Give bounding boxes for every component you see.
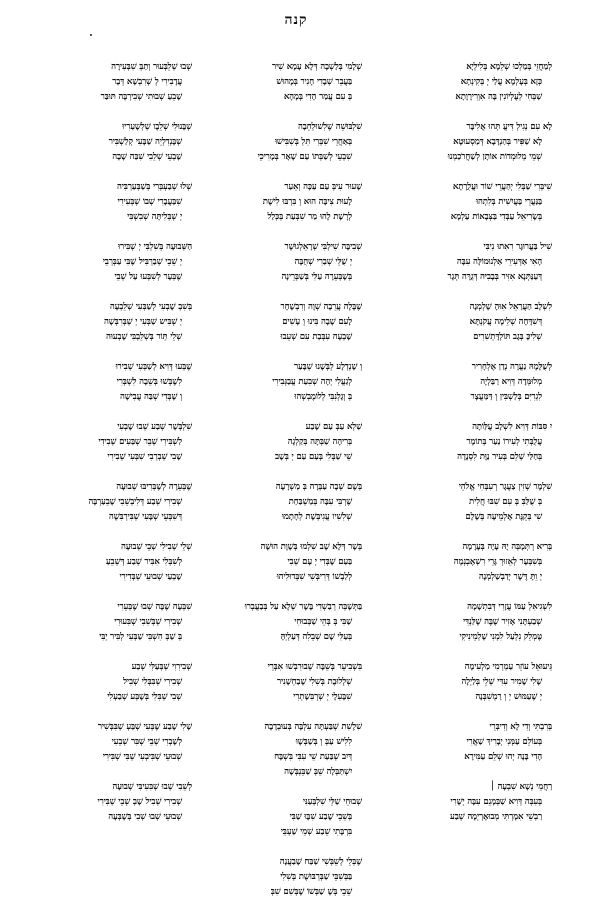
- stanza: [382, 240, 552, 285]
- verse-line: שִׁבְעֵי לְשַׁבְּתוֹ עַם שָׁאָר בְּמָרִיכֵי: [257, 152, 352, 162]
- poem-column-left: [22, 60, 192, 840]
- verse-line: לָעִם שָׁבָה בִּינוּ וְ עָשִׁים: [282, 317, 352, 327]
- verse-line: עֲדָבִירִי לְ שְׁרִבְשָׁא דְּבָר: [112, 77, 182, 87]
- stanza: [22, 360, 192, 405]
- stanza: [202, 660, 362, 705]
- verse-line: בְּשָׂרִיאֵל עַבְּדִי בַּצְּבָאוֹת עַלְמָא: [450, 212, 542, 222]
- stanza: [202, 855, 362, 900]
- verse-line: בַּעַם שָׁבְּדִי יְ עָם שְׁבִי: [287, 557, 352, 567]
- verse-line: לָא שַׁפִּיר בְּהַנְדָּבָא דְּמַסְעוּטָא: [453, 137, 542, 147]
- stanza: [22, 660, 192, 705]
- verse-line: שְׁלֵי תְּוֹר בְּשְׁלֵבְבִּי שָׁבְעוּה: [105, 332, 182, 342]
- verse-line: לְמַחֲזֵי בְּמַלְכוּ שְׁלֵמָא בְּלִילְיָא: [466, 62, 552, 72]
- verse-line: שְׁלוּ שְׁבַעְבְּרִי בְּשַׁבְּעַרְבִּיה: [117, 182, 192, 192]
- verse-line: בַּתְּשָׁבְּה רְבַשְׁדִי בָּשָׁר שְׁלָא עַל בְּבַעֲבְרוּ: [244, 602, 362, 612]
- verse-line: שַׁבְּחִי לְעֶלְיוֹנִין בָּה אִוְרִירָוָתָא: [455, 92, 542, 102]
- verse-line: וְ שָׁנְדְלָע לְבְּשָׁנוּ שְׁבָּעַר: [293, 362, 362, 372]
- verse-line: לִלִישׁ עַבְּ וְ בְּשַׁבְּשָׁוּ: [295, 737, 352, 747]
- verse-line: שְׁבוּחֵי שַׁלֵּי שִׁלְבְּעַנִּי: [302, 797, 362, 807]
- stanza: [22, 720, 192, 765]
- stanza: [382, 300, 552, 345]
- verse-line: רַחֲמֵי נְשָׁא שִׁבְעָה ׀: [490, 782, 552, 792]
- verse-line: שָׁבְעַי שְׁבוּעֵי שְׁבְּדִירִי: [119, 572, 182, 582]
- stanza: [202, 720, 362, 780]
- poem-column-right: [382, 60, 552, 840]
- stanza: [202, 180, 362, 225]
- verse-line: לְרָשָׁת לָהוּ מַר שִׁבְּעַת בְּכְּלַל: [267, 212, 352, 222]
- verse-line: שְׁבוּעֵי שְׁבוּ שְׁבִי בְּשָׁבְּעָה: [108, 812, 182, 822]
- verse-line: בְּשָׁר דְּלָא שָׁב שִׁלְמוּ בְּשָׁוֶת הוּשָׁה: [260, 542, 362, 552]
- verse-line: שְׁבוּעֵי שְׁבִּיבְעִי שְׁבִּי שְׁבִּירִי: [102, 752, 182, 762]
- stanza: [22, 420, 192, 465]
- verse-line: כְּזָא בְּעָלְמָא עֲלַי יְ בְּקִינְתָא: [460, 77, 542, 87]
- stanza: [382, 180, 552, 225]
- verse-line: יְ שְׁבְּלִיתָּה שְׁבִשְׁבִּי: [127, 212, 182, 222]
- scan-speck: [90, 34, 92, 36]
- stanza: [382, 480, 552, 525]
- verse-line: שְׁלֵי שְׁבִילִי שְׁבֵי שְׁבוּעָה: [121, 542, 192, 552]
- verse-line: בְּאַחֲרֵי שִׁבְּרִי תִּלְ בְּשִׁבִּישׁוּ: [274, 137, 352, 147]
- verse-line: יִ סִּבּוֹת דְּוִיא לִשְׁלָב עֲלַּוֹתָה: [472, 422, 552, 432]
- verse-line: בְּחַלַּי שְׁלֵם בְּעִיר נַוָּת לִסְנָדָה: [457, 452, 542, 462]
- verse-line: שְׁבִירִוִי שְׁבְּעַלִּי שְׁבַע: [131, 662, 192, 672]
- verse-line: שְׁבִירִי שְׁבִיל שָׁבְ שְׁבֵי שְׁבִּירִי: [97, 797, 182, 807]
- verse-line: שֵׁי שַׁבְּלִי בְּעַם עַם יְ בְּשָׁב: [274, 452, 352, 462]
- verse-line: לִשֶׁבְּשׁוּ בְּשֵׁבָה לִשְׁבְּרִי: [116, 377, 182, 387]
- verse-line: לִשְׁגִיאִלְ עַמּוֹ עֲזָרִי דְּבִתְשָׁמָה: [467, 602, 552, 612]
- verse-line: בְּשָׁבְּעֵרָה עַלִּי בְּשַׁבְּרֵינָה: [281, 272, 352, 282]
- stanza: [22, 240, 192, 285]
- stanza: [382, 360, 552, 405]
- verse-line: שְׁלְלוּבֶת בְּשִׁלִי שָׁבַחְשָׁנִיר: [276, 677, 352, 687]
- verse-line: בְּרִיהָה שַׁבְּתָּה בְּקַלְגָה: [287, 437, 352, 447]
- verse-line: לְלַבְשׁוֹ דְּרִיבְּשִׁי שִׁבְּדוּלִיהוּ: [276, 572, 352, 582]
- verse-line: שְׁלִשִׁיו עֲגִיבְּשָׁת לְחָתָמוּ: [281, 512, 352, 522]
- verse-line: שִׁבָּעִלָי יְ שְׁרְבִּשָׁתְרִי: [293, 692, 352, 702]
- verse-line: וְ שָׁבְּדִי שְׁבַּה עֲבִישָׁה: [119, 392, 182, 402]
- verse-line: בְּ שַׁבְּ הִשְׁבִּי שַׁבְּעִי לְבִּיר יְבִּי: [99, 632, 182, 642]
- stanza: [382, 420, 552, 465]
- verse-line: שֶׁבָּלָה עֲרֵבָה שְׁוָה וְרִבְשָׁחָר: [280, 302, 362, 312]
- stanza: [202, 240, 362, 285]
- stanza: [22, 120, 192, 165]
- verse-line: שָׁבֵעַ שְׁבוּתִי שְׁבִירְבָּה תּוּבַּר: [100, 92, 182, 102]
- stanza: [202, 60, 362, 105]
- stanza: [382, 540, 552, 585]
- stanza: [382, 720, 552, 765]
- verse-line: יְ שְׁבִּיש שַׁבְּעִי יְ שְׁבְּרִבְּשָׁה: [104, 317, 182, 327]
- verse-line: מְלוּמְּדָה דְּוִיא רַבַּלְיָה: [480, 377, 542, 387]
- stanza: [22, 300, 192, 345]
- verse-line: בַּבְּשִׁבֵּי שַׁבְּרְבּוּשֶׁת בְּשִׁלִי: [280, 872, 352, 882]
- verse-line: שָׁבִי שְׁבְרְבִי שִׁבְּעִי שְׁבִירִי: [107, 452, 182, 462]
- verse-line: שְׁבִירִי שְׁבְּשִׁבִי שְׁבִּעוּרִי: [114, 617, 182, 627]
- verse-line: שֶׁבְּעֵרָה לְשֶׁבְּרִיבּוּ שְׁבוּעָה: [116, 482, 192, 492]
- verse-line: שְׁבִירִי שְׁבִּבְּלִי שְׁבִיל: [123, 677, 182, 687]
- page-number: קנה: [284, 12, 308, 28]
- verse-line: שְׁלִיכָּ בְּגָב תּוֹלְדָּתְשִׁרִים: [473, 332, 542, 342]
- verse-line: שַׁבִּי בְּ בְּהֵי שַׁבְּבוּחִי: [294, 617, 352, 627]
- verse-line: בְּעַלִּי שָׁם שְׁבֵלִה דְּעַלְיְהָּ: [280, 632, 352, 642]
- verse-line: גֵּיעוּאֵל עוֹזֵר עַמְרְמִי מַלְעִימָה: [464, 662, 552, 672]
- verse-line: דְּשִׁדָּחָה שְׁלֵימָה עֲקֹנְתָּא: [469, 317, 542, 327]
- stanza: [382, 60, 552, 105]
- verse-line: עֲלֻבְּתִי לְעִירוֹ נַעַר בְּתוֹמָר: [466, 437, 542, 447]
- stanza: [22, 600, 192, 645]
- verse-line: לְשָׁבְרִי שְׁבֵי שְׁבִּר שְׁבֵעִי: [111, 737, 182, 747]
- verse-line: הָאִי אַדְּעִירֵי אַלְנוּמוֹלָּה עִבָּה: [456, 257, 542, 267]
- verse-line: בִּרְבָּתִי שֵׁבַע שְׁמֵי שַׁעְבֵּי: [280, 827, 352, 837]
- verse-line: שְׁבִי שְׁבִּלִי בְּשָׁבְּע שְׁבַעְלִי: [107, 692, 182, 702]
- verse-line: שִׁבַּעֲבָרִי שְׁבוֹ שְׁבְּעִירִי: [117, 197, 182, 207]
- verse-line: שִׁיל בַּעֲרוּגָר רִאִתוּ נִיבִּי: [483, 242, 552, 252]
- verse-line: לָא עִם נְגִילְ דִּיעֲ תְּהוּ אֲלִיבָּר: [466, 122, 552, 132]
- verse-line: שִׁיבְּרִי שַׁבְּלִי יְהַעֲרֵי שׁוֹר וּעֲלֻרָתָא: [452, 182, 552, 192]
- verse-line: שְׁבִירִי שְׁבַע דְּלִיבְשֵׁבִי שָׁבֵעַרְבָּה: [88, 497, 182, 507]
- verse-line: בִּשְׁבִיעֵר בְּשֵׁבָּה שְׁבוּרִבְשׁוּ אִבְּרֵי: [267, 662, 362, 672]
- verse-line: בְּ וְגָלְנִבִּי לְלוֹמֶבְשְׁהוּ: [294, 392, 352, 402]
- verse-line: לַשְׁבִּירִי שְׁבֵר שְׁבַּעִים שְׁבִידִי: [98, 437, 182, 447]
- verse-line: שָׁלִי שָׁבַע שֶׁבְּעִי שְׁבַּעְ שְׁבִּבְּשִׁיר: [97, 722, 192, 732]
- stanza: [202, 795, 362, 840]
- stanza: [22, 60, 192, 105]
- verse-line: שְׁבַעְתָּנִי אָזִיר שֶׁבֶּה שֶׁלַּנְדִּי: [463, 617, 542, 627]
- stanza: [382, 780, 552, 825]
- verse-line: דְּיִב שְׁבַּעַת שֵׁי עִבִּי בִּשְׁבָּח: [274, 752, 352, 762]
- verse-line: שִׁלֶשִׁת שְׁבַּעְתָּה עִלְבָּה בְּעוּבְדָבָה: [264, 722, 362, 732]
- stanza: [22, 480, 192, 525]
- stanza: [382, 600, 552, 645]
- verse-line: שֶׁבְּלֵי לְשֵׁבְּשִׁי שַׁבַּח שָׁבַעֲנָה: [279, 857, 362, 867]
- stanza: [202, 120, 362, 165]
- verse-line: שִׁלְבְּשָׁר שְׁבַע שְׁבוּ שָׁבְעִי: [117, 422, 192, 432]
- stanza: [22, 780, 192, 825]
- stanza: [202, 480, 362, 525]
- verse-line: שֶׁבְּעוּ דְּוִיא לְשַׁבְּעִי שְׁבִירוּ: [115, 362, 192, 372]
- verse-line: בְּעִבְּה דְּוִיא שַׁבְּמָנֵם עִבָּה יְשָׁרִי: [450, 797, 542, 807]
- stanza: [382, 120, 552, 165]
- verse-line: שֵׁבֵי בְּשָׁ שַׁבְּשׁוֹ שֶׁבְּשִׁם שִׁבְּ: [270, 887, 352, 897]
- verse-line: לְשֻׁלָּמָהּ נַעֲרָה נְדַן אֶלְחָרִיר: [471, 362, 552, 372]
- stanza: [202, 540, 362, 585]
- stanza: [22, 540, 192, 585]
- verse-line: שָׁלִי שָׁמִיר עִדִּי שְׁלֵי בְּלַיְלָה: [461, 677, 542, 687]
- verse-line: לְשִׁבְּלִי אִבִּיר שְׁבַע דְּשְׁבֵעַ: [105, 557, 182, 567]
- verse-line: לִשְׁלָב הַעֲרַאֵל אִוּהָ שָׁלְמְנָה: [469, 302, 552, 312]
- verse-line: בְּעוֹלֵם עַמְּנִי יְבָרִיךְ שַׁאֲרִי: [466, 737, 542, 747]
- verse-line: יִשְׁתַּבְּלָה שֵׁבְּ שַׁבֵּנְבְּשָׁה: [284, 767, 352, 777]
- verse-line: שְׁלָמִי בְּלַשְׁבָה דְּלָא עָמָא שִׁיר: [271, 62, 362, 72]
- stanza: [22, 180, 192, 225]
- stanza: [202, 300, 362, 345]
- verse-line: בְּ עִם עֲמַר הָדִי בְּמָהָא: [283, 92, 352, 102]
- verse-line: הַשְּׁבוּעָה בְּשִׁלְבִּי יְ שְׁבִּירוּ: [118, 242, 192, 252]
- verse-line: בְּרִבְתִּי וְדִי לָא וְדִיבְּרֵי: [489, 722, 552, 732]
- verse-line: שֶׁרְבִּי עִבָּה בְּמַשְׁבַּחַת: [288, 497, 352, 507]
- verse-line: בְּשֶׁם שְׁבָה עַבְּרָה בְּ מַשְׁרָעָה: [275, 482, 362, 492]
- verse-line: שִׁבְּעָה שֶׁבָּה שְׁבוּ שֶׁבְּעֵרִי: [117, 602, 192, 612]
- verse-line: יְ שֵׁבֵי שְׁבַרְבִּיל שֶׁבִּי עַבְּרְבֵי: [102, 257, 182, 267]
- stanza: [202, 420, 362, 465]
- verse-line: בַּנַּעֲרֵי בַּעֲיִשִׁית בְּלִתְהוּ: [475, 197, 542, 207]
- stanza: [202, 600, 362, 645]
- verse-line: יְ וֵתָּ דֶּשֶׁר יְדַבְשַׁלְמְנָה: [478, 572, 542, 582]
- verse-line: בְּ שֻׁלַּבִּ בְּ עִם שִׁבּוּ חֲלִית: [469, 497, 542, 507]
- verse-line: שֶׁבְּעָר לְשִׁבְּעוּ עַל שְׁבֵי: [114, 272, 182, 282]
- verse-line: לִגְרִיִּם בְּלַשְׁבִּין וְ דַּמַּעֲצָר: [470, 392, 542, 402]
- verse-line: שָׁעוּר עִיבְּ עַם עַכָּה וְאֵעַר: [284, 182, 362, 192]
- verse-line: שַׁלְא עַבְּ עַם שָׁבַע: [305, 422, 362, 432]
- verse-line: שִׁלְבּוּשֵׁה שֶׁלִשׁוּלְחֵבָה: [297, 122, 362, 132]
- verse-line: יְ שֶׁעַמּוּשׁ יְ וְ רַמְשִׁבְּנָה: [475, 692, 542, 702]
- verse-line: בְּרִיא רְתְּמָבְּה יָהּ עָיָה בְּעָרָמָה: [462, 542, 552, 552]
- stanza: [202, 360, 362, 405]
- verse-line: שְׁבָּנוּלִי שְׁלֵבֶו שְׁלְשָׁעַרִיוּ: [122, 122, 192, 132]
- verse-line: שְׁבִיבָּה שִׁילְבִּי שְׁרָאֵלְגוּשֶׁר: [284, 242, 362, 252]
- verse-line: שָׁבְעָה עִבְּבַת עִם שְׁעֵבוּ: [280, 332, 352, 342]
- verse-line: דְּשִׁבְּעֵי שְׁבָּעִי שְׁבִּירְבִּשֶׁה: [108, 512, 182, 522]
- verse-line: דְּעַנַּתְּנָא אִזִּיר בְּבָבִיּה דְּגֻרָּה תְּגָר: [447, 272, 542, 282]
- verse-line: רַבְשֵׁי אִמָרְתִּי מְבוּאָרְיְמָה שְׁבַע: [450, 812, 542, 822]
- verse-line: שְׁבָּנְדִלְיֵה שַׁבָּעִי קְלַשְׁבִּיר: [108, 137, 182, 147]
- verse-line: לָעוּת צִיבָּה הוּא וְ בִּרְבּוּ לִישֶׁת: [262, 197, 352, 207]
- verse-line: לְשֵׁבִי שְׁבוּ שְׁבִּעִיבִּי שְׁבוּעָה: [112, 782, 192, 792]
- verse-line: יְ שֻׁלֵּי שְׁבַרִי שְׁחֻבָּה: [294, 257, 352, 267]
- verse-line: שָׁבְעֵי שְׁלֵבִי שִׁבַּה שָׁבָה: [112, 152, 182, 162]
- verse-line: לְגַעֲלִי יְהָה שְׁבִעַת עֲבַגְּבִירִי: [272, 377, 352, 387]
- verse-line: שִׁלְמָר שְׁזִיזְ צַעֲגָר רְעִבְּחִי אֱלֹהֵי: [458, 482, 552, 492]
- verse-line: בַּעֲבֵר שְׁבָדִי חָנִיר בְּמָהוּשׁ: [276, 77, 352, 87]
- verse-line: שְׁבוּ שְׁלֵבְּעוּר וְתַבְּ שִׁבְּעִירָה: [111, 62, 192, 72]
- verse-line: הָדִי בָּנָה יְהוּ שְׁלֵם עַמִּירָא: [464, 752, 542, 762]
- stanza: [382, 660, 552, 705]
- poem-column-middle: [202, 60, 362, 915]
- verse-line: בְּשִׁבְ שָׁבְעִי לְשַׁבְּעִי שְׁלֵבְעָה: [109, 302, 192, 312]
- verse-line: שְׁמֵי מְלוּמְדוֹת אוֹתָן לְשַׁחֲרֹכַמְנוּ: [447, 152, 542, 162]
- verse-line: טֶּמְלֵק נִלְעַל לִמְנִי שָׁלְמֵינִיקִי: [459, 632, 542, 642]
- verse-line: בְּשֵׁבֵי שָׁבַע שִׁבָּוּ שַׁבִּי: [289, 812, 352, 822]
- verse-line: בְּשִׁבְּעָר לְאֵזוּרְ גָּרֵי רִשְׁאֶבְנְמָה: [453, 557, 542, 567]
- verse-line: שִׁי בְּקֵנֶּת אֶלְמֵיעָה בְּשָׁלָם: [465, 512, 542, 522]
